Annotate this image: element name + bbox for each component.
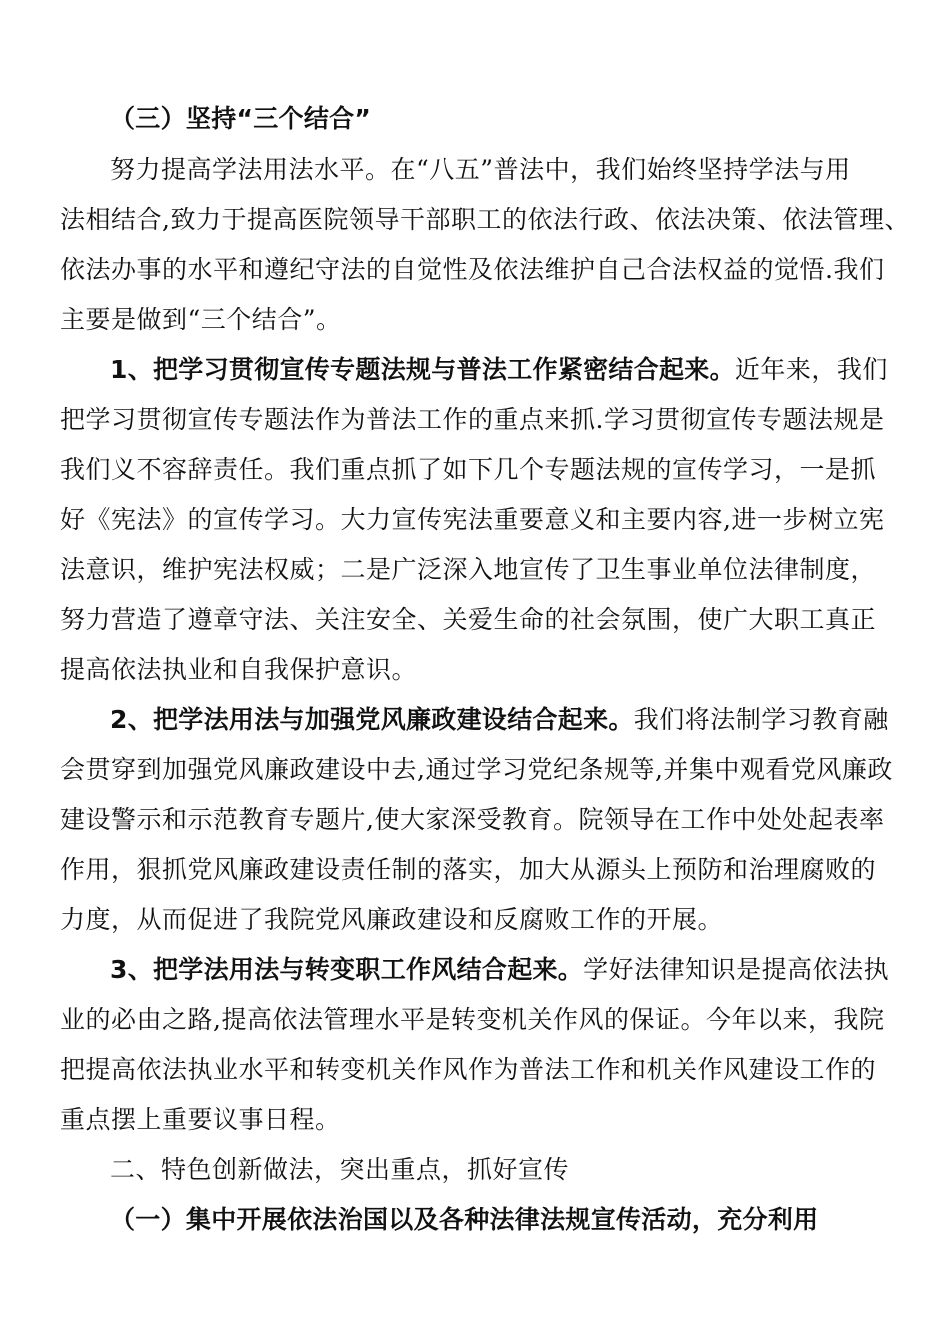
item-one-first-line bbox=[110, 355, 900, 385]
paragraph-line: 法相结合,致力于提高医院领导干部职工的依法行政、依法决策、依法管理、 bbox=[60, 205, 910, 234]
paragraph-line: 努力提高学法用法水平。在“八五”普法中，我们始终坚持学法与用 bbox=[110, 155, 851, 184]
part-two-subheading-one: （一）集中开展依法治国以及各种法律法规宣传活动，充分利用 bbox=[110, 1205, 819, 1234]
item-one-lead: 近年来，我们 bbox=[734, 355, 888, 384]
paragraph-line: 作用，狠抓党风廉政建设责任制的落实，加大从源头上预防和治理腐败的 bbox=[60, 855, 877, 884]
paragraph-line: 把提高依法执业水平和转变机关作风作为普法工作和机关作风建设工作的 bbox=[60, 1055, 877, 1084]
paragraph-line: 建设警示和示范教育专题片,使大家深受教育。院领导在工作中处处起表率 bbox=[60, 805, 885, 834]
paragraph-line: 重点摆上重要议事日程。 bbox=[60, 1105, 341, 1134]
item-three-lead: 学好法律知识是提高依法执 bbox=[583, 955, 890, 984]
item-two-title: 2、把学法用法与加强党风廉政建设结合起来。 bbox=[110, 705, 634, 734]
paragraph-line: 力度，从而促进了我院党风廉政建设和反腐败工作的开展。 bbox=[60, 905, 724, 934]
paragraph-line: 把学习贯彻宣传专题法作为普法工作的重点来抓.学习贯彻宣传专题法规是 bbox=[60, 405, 885, 434]
paragraph-line: 会贯穿到加强党风廉政建设中去,通过学习党纪条规等,并集中观看党风廉政 bbox=[60, 755, 893, 784]
item-two-lead: 我们将法制学习教育融 bbox=[633, 705, 889, 734]
paragraph-line: 依法办事的水平和遵纪守法的自觉性及依法维护自己合法权益的觉悟.我们 bbox=[60, 255, 885, 284]
paragraph-line: 努力营造了遵章守法、关注安全、关爱生命的社会氛围，使广大职工真正 bbox=[60, 605, 877, 634]
item-one-title: 1、把学习贯彻宣传专题法规与普法工作紧密结合起来。 bbox=[110, 355, 735, 384]
paragraph-line: 好《宪法》的宣传学习。大力宣传宪法重要意义和主要内容,进一步树立宪 bbox=[60, 505, 885, 534]
item-two-first-line bbox=[110, 705, 900, 735]
item-three-first-line bbox=[110, 955, 900, 985]
paragraph-line: 我们义不容辞责任。我们重点抓了如下几个专题法规的宣传学习，一是抓 bbox=[60, 455, 877, 484]
section-heading-three: （三）坚持“三个结合” bbox=[110, 104, 372, 133]
paragraph-line: 业的必由之路,提高依法管理水平是转变机关作风的保证。今年以来，我院 bbox=[60, 1005, 885, 1034]
paragraph-line: 提高依法执业和自我保护意识。 bbox=[60, 655, 418, 684]
paragraph-line: 主要是做到“三个结合”。 bbox=[60, 305, 342, 334]
paragraph-line: 法意识，维护宪法权威；二是广泛深入地宣传了卫生事业单位法律制度， bbox=[60, 555, 877, 584]
item-three-title: 3、把学法用法与转变职工作风结合起来。 bbox=[110, 955, 584, 984]
part-two-heading: 二、特色创新做法，突出重点，抓好宣传 bbox=[110, 1155, 570, 1184]
